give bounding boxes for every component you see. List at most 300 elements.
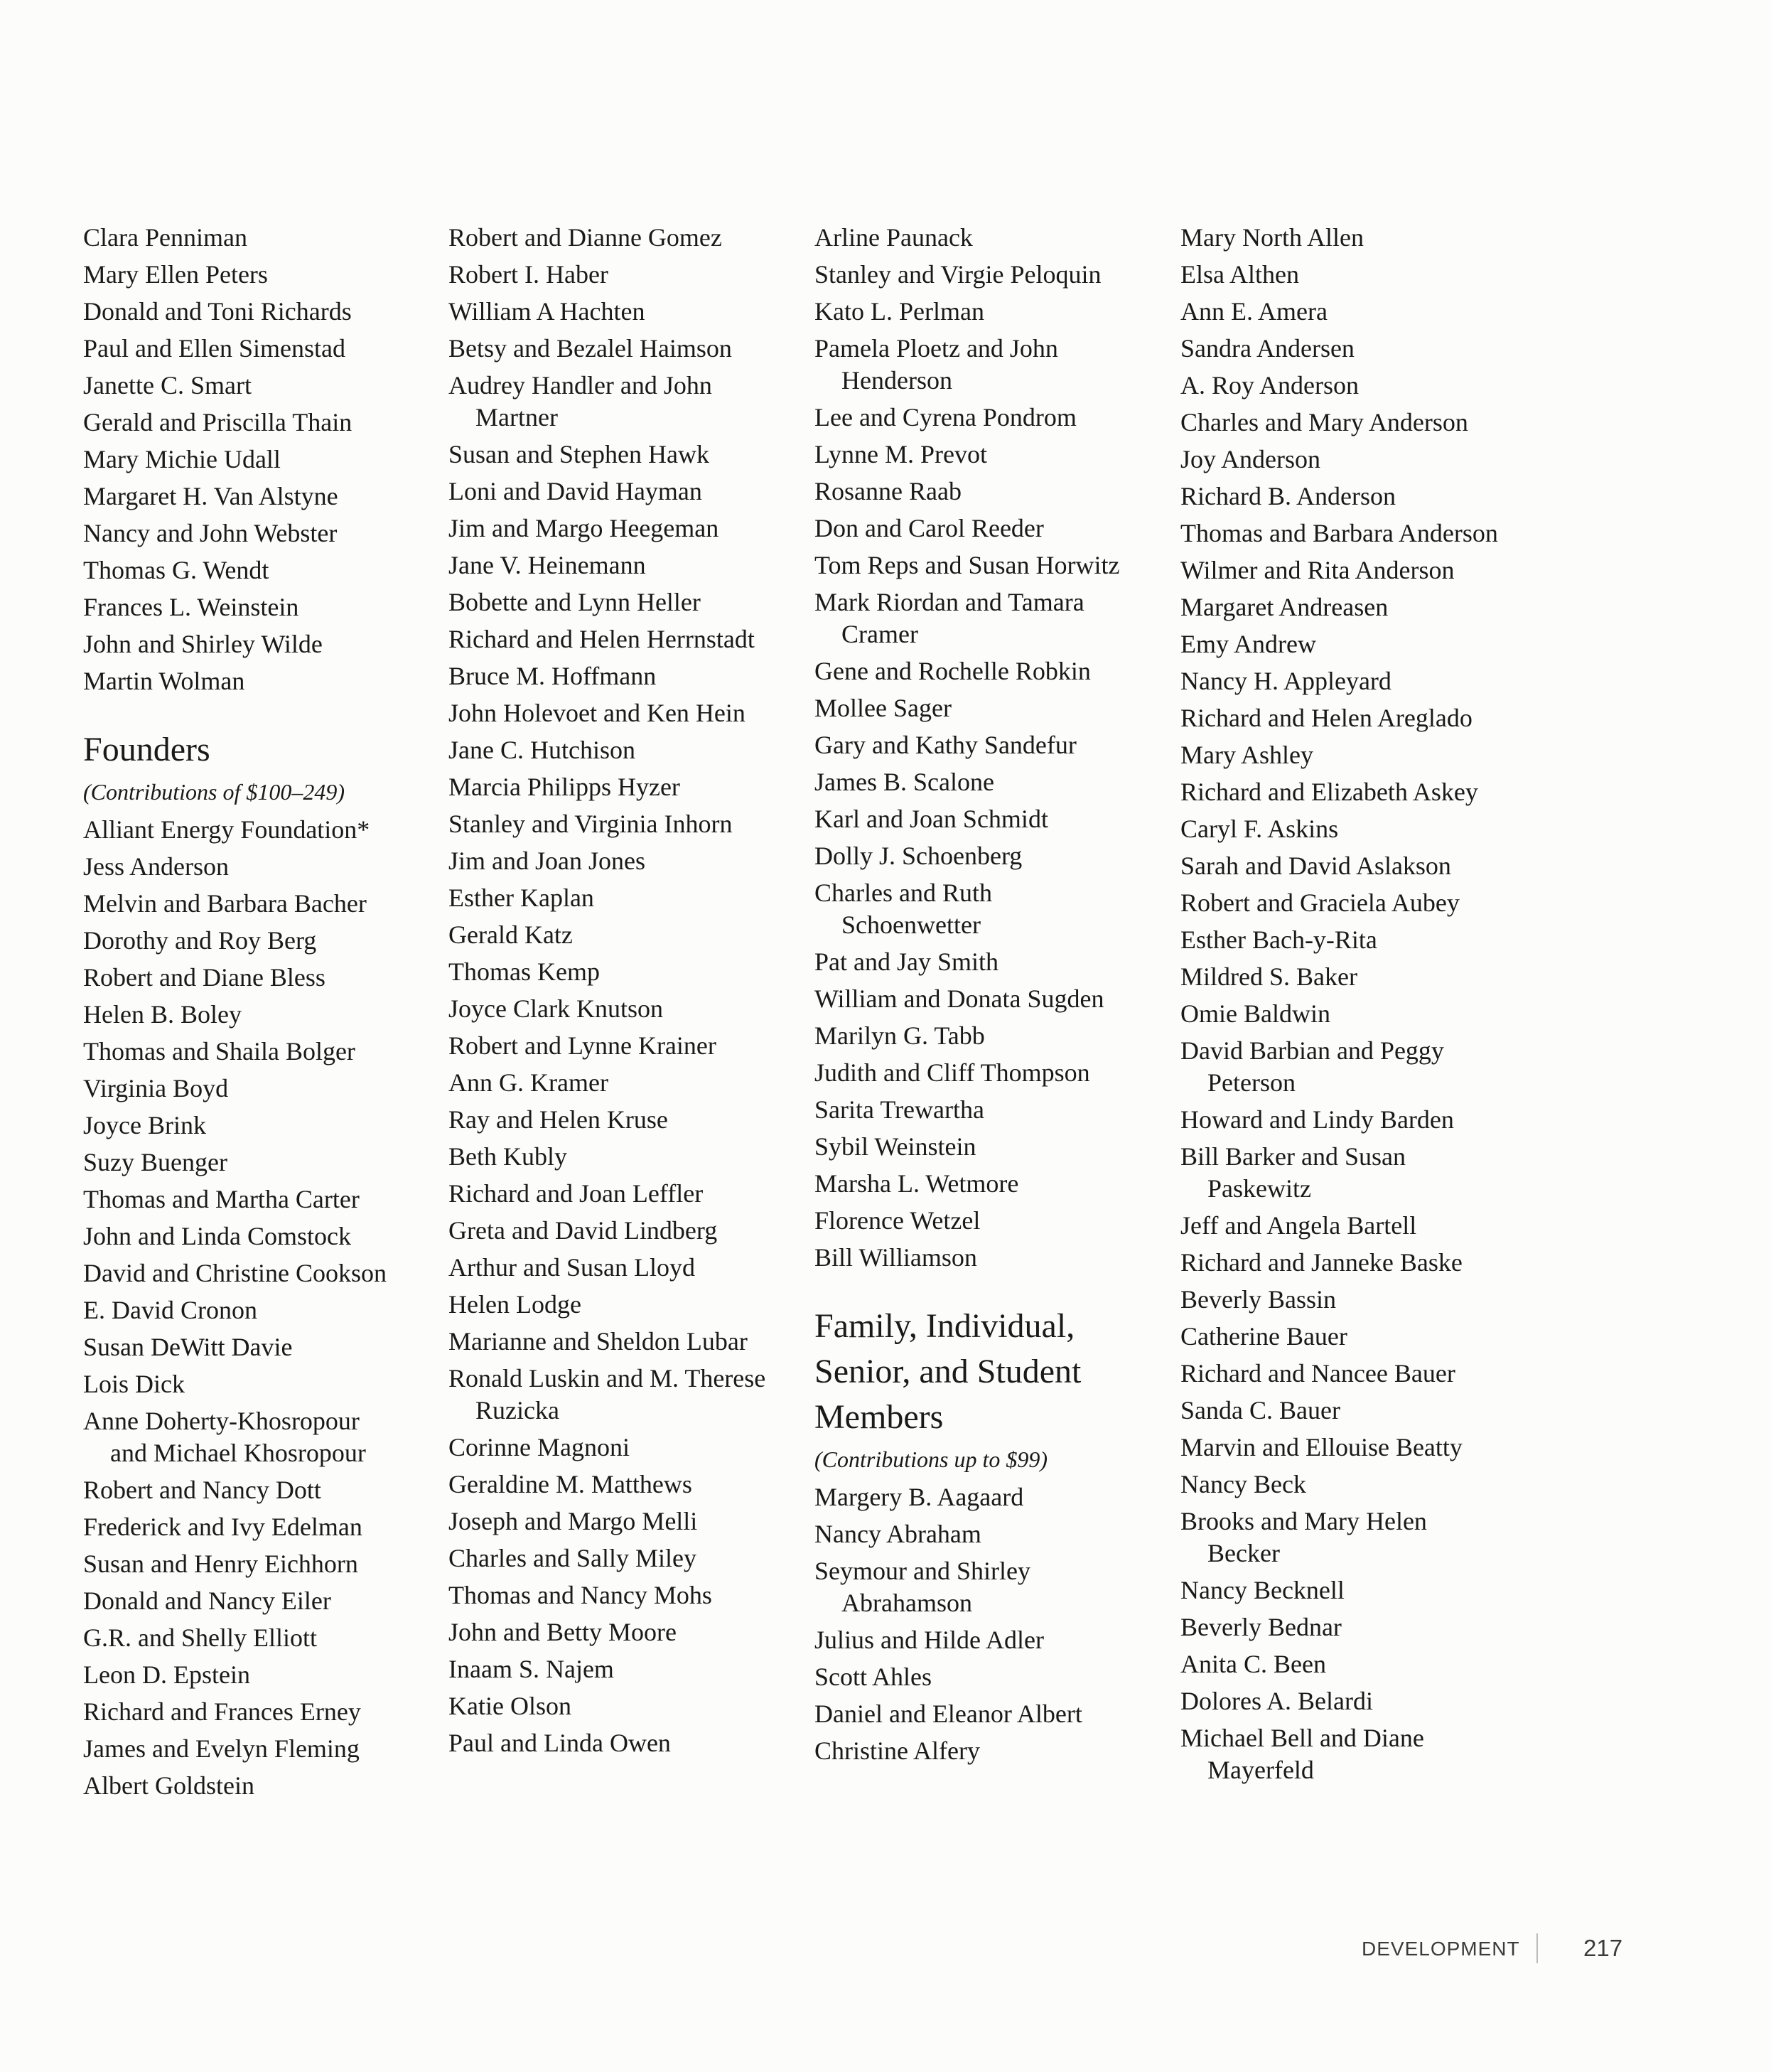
donor-name: Joyce Brink [83, 1111, 206, 1139]
donor-name: A. Roy Anderson [1180, 371, 1359, 399]
donor-name: Mary Ellen Peters [83, 260, 268, 289]
donor-name: Beverly Bassin [1180, 1285, 1336, 1314]
donor-entry [814, 1242, 1156, 1274]
column-2 [448, 222, 790, 1764]
donor-name: Karl and Joan Schmidt [814, 805, 1048, 833]
donor-name: Leon D. Epstein [83, 1660, 250, 1689]
donor-entry [1180, 961, 1529, 993]
donor-entry [814, 1735, 1156, 1767]
donor-entry [448, 296, 790, 328]
donor-entry [814, 766, 1156, 798]
donor-entry [814, 476, 1156, 508]
donor-name: Nancy Becknell [1180, 1576, 1345, 1604]
donor-entry [83, 1548, 424, 1580]
donor-name: Charles and Ruth [814, 879, 992, 907]
donor-name: Jeff and Angela Bartell [1180, 1211, 1417, 1240]
donor-entry [1180, 1104, 1529, 1136]
donor-entry [814, 1481, 1156, 1513]
donor-name: Ann G. Kramer [448, 1068, 608, 1097]
donor-name: Gerald Katz [448, 920, 573, 949]
donor-entry [83, 962, 424, 994]
donor-entry [1180, 333, 1529, 365]
donor-entry [83, 1733, 424, 1765]
donor-name: Thomas and Shaila Bolger [83, 1037, 355, 1065]
donor-entry [1180, 1358, 1529, 1390]
donor-name-continued: Abrahamson [841, 1589, 972, 1617]
donor-entry [1180, 1574, 1529, 1606]
donor-name: Don and Carol Reeder [814, 514, 1044, 542]
donor-name: Gene and Rochelle Robkin [814, 657, 1091, 685]
donor-entry [814, 1131, 1156, 1163]
donor-entry [448, 660, 790, 692]
donor-name: Marcia Philipps Hyzer [448, 773, 680, 801]
donor-entry [1180, 1469, 1529, 1501]
donor-name: Jane V. Heinemann [448, 551, 646, 579]
donor-name: Marianne and Sheldon Lubar [448, 1327, 748, 1356]
donor-entry [814, 1205, 1156, 1237]
donor-entry [83, 296, 424, 328]
donor-entry [448, 1469, 790, 1501]
donor-entry [448, 697, 790, 729]
donor-name: Richard and Nancee Bauer [1180, 1359, 1455, 1387]
donor-entry [448, 1363, 790, 1427]
donor-name: Dolly J. Schoenberg [814, 842, 1023, 870]
donor-entry [83, 1474, 424, 1506]
donor-entry [814, 655, 1156, 687]
donor-name: Anne Doherty-Khosropour [83, 1407, 360, 1435]
donor-entry [83, 851, 424, 883]
donor-entry [1180, 739, 1529, 771]
donor-entry [1180, 998, 1529, 1030]
donor-entry [83, 1183, 424, 1215]
donor-entry [1180, 1648, 1529, 1680]
donor-entry [448, 623, 790, 655]
donor-name: Lois Dick [83, 1370, 185, 1398]
donor-name: Martin Wolman [83, 667, 245, 695]
donor-entry [1180, 1035, 1529, 1099]
donor-name: John and Linda Comstock [83, 1222, 351, 1250]
donor-name: Marsha L. Wetmore [814, 1169, 1019, 1198]
heading-line: (Contributions up to $99) [814, 1446, 1048, 1472]
column-3 [814, 222, 1156, 1772]
donor-name: Margaret H. Van Alstyne [83, 482, 338, 510]
donor-entry [814, 1518, 1156, 1550]
donor-entry [1180, 813, 1529, 845]
donor-name: Jess Anderson [83, 852, 229, 881]
donor-name: Frances L. Weinstein [83, 593, 299, 621]
donor-name: Anita C. Been [1180, 1650, 1326, 1678]
donor-entry [448, 771, 790, 803]
donor-entry [83, 1696, 424, 1728]
donor-entry [83, 517, 424, 549]
donor-entry [1180, 628, 1529, 660]
donor-entry [814, 729, 1156, 761]
donor-name: Robert I. Haber [448, 260, 608, 289]
donor-entry [814, 1555, 1156, 1619]
donor-name: Bill Barker and Susan [1180, 1142, 1406, 1171]
donor-name: Betsy and Bezalel Haimson [448, 334, 732, 363]
donor-entry [83, 999, 424, 1031]
donor-entry [1180, 887, 1529, 919]
donor-name: Margery B. Aagaard [814, 1483, 1024, 1511]
footer-divider [1536, 1933, 1538, 1963]
page-number: 217 [1583, 1935, 1623, 1961]
donor-entry [83, 1036, 424, 1068]
donor-name: Dorothy and Roy Berg [83, 926, 317, 955]
donor-name: Loni and David Hayman [448, 477, 702, 505]
donor-entry [448, 1505, 790, 1537]
donor-entry [83, 1331, 424, 1363]
donor-name: Joy Anderson [1180, 445, 1320, 473]
donor-name: Rosanne Raab [814, 477, 962, 505]
donor-entry [448, 222, 790, 254]
donor-entry [448, 333, 790, 365]
donor-name: Mark Riordan and Tamara [814, 588, 1084, 616]
donor-entry [448, 1030, 790, 1062]
donor-name: Virginia Boyd [83, 1074, 229, 1102]
donor-name: Margaret Andreasen [1180, 593, 1389, 621]
donor-entry [1180, 776, 1529, 808]
donor-entry [448, 476, 790, 508]
donor-name: Thomas and Barbara Anderson [1180, 519, 1498, 547]
donor-entry [448, 1616, 790, 1648]
donor-name: Donald and Nancy Eiler [83, 1587, 331, 1615]
contribution-range [83, 777, 424, 807]
donor-entry [1180, 370, 1529, 402]
donor-name: Suzy Buenger [83, 1148, 227, 1176]
donor-entry [448, 1252, 790, 1284]
donor-entry [1180, 850, 1529, 882]
donor-name: E. David Cronon [83, 1296, 257, 1324]
donor-entry [814, 549, 1156, 581]
donor-name: Howard and Lindy Barden [1180, 1105, 1454, 1134]
donor-entry [448, 1104, 790, 1136]
donor-name: Mary Ashley [1180, 741, 1313, 769]
donor-entry [448, 549, 790, 581]
donor-entry [814, 1094, 1156, 1126]
donor-name: Brooks and Mary Helen [1180, 1507, 1427, 1535]
donor-name: Christine Alfery [814, 1736, 980, 1765]
donor-name: Geraldine M. Matthews [448, 1470, 692, 1498]
donor-entry [83, 1659, 424, 1691]
donor-name: Susan DeWitt Davie [83, 1333, 293, 1361]
donor-entry [448, 808, 790, 840]
donor-entry [83, 591, 424, 623]
donor-entry [1180, 665, 1529, 697]
donor-name: Judith and Cliff Thompson [814, 1058, 1090, 1087]
donor-name: Arthur and Susan Lloyd [448, 1253, 695, 1282]
donor-name: Sarita Trewartha [814, 1095, 984, 1124]
donor-name: Richard and Helen Areglado [1180, 704, 1473, 732]
donor-name: Dolores A. Belardi [1180, 1687, 1373, 1715]
donor-entry [83, 444, 424, 476]
heading-line: Senior, and Student [814, 1353, 1082, 1390]
donor-name: Nancy Beck [1180, 1470, 1306, 1498]
donor-entry [1180, 702, 1529, 734]
donor-name: Ann E. Amera [1180, 297, 1328, 326]
donor-entry [1180, 407, 1529, 439]
donor-name: Bill Williamson [814, 1243, 977, 1272]
donor-entry [814, 586, 1156, 650]
contribution-range [814, 1444, 1156, 1474]
donor-entry [1180, 481, 1529, 512]
donor-entry [83, 1073, 424, 1105]
donor-entry [448, 1289, 790, 1321]
donor-entry [448, 1690, 790, 1722]
donor-name: Robert and Dianne Gomez [448, 223, 722, 252]
donor-name: Daniel and Eleanor Albert [814, 1700, 1082, 1728]
donor-name: Paul and Linda Owen [448, 1729, 671, 1757]
donor-entry [814, 439, 1156, 471]
donor-name: Robert and Graciela Aubey [1180, 889, 1460, 917]
donor-name: Corinne Magnoni [448, 1433, 630, 1461]
donor-name: Marilyn G. Tabb [814, 1021, 985, 1050]
donor-name: William A Hachten [448, 297, 645, 326]
donor-entry [814, 259, 1156, 291]
donor-name: Nancy Abraham [814, 1520, 981, 1548]
donor-entry [448, 259, 790, 291]
donor-name: Esther Bach-y-Rita [1180, 925, 1377, 954]
donor-entry [448, 919, 790, 951]
donor-name-continued: Henderson [841, 366, 952, 394]
donor-name: Thomas Kemp [448, 957, 600, 986]
donor-entry [1180, 1432, 1529, 1464]
donor-name-continued: Mayerfeld [1207, 1756, 1314, 1784]
donor-name-continued: Martner [475, 403, 558, 431]
donor-entry [83, 1294, 424, 1326]
donor-entry [448, 993, 790, 1025]
donor-name: Donald and Toni Richards [83, 297, 352, 326]
donor-entry [1180, 296, 1529, 328]
donor-entry [814, 946, 1156, 978]
donor-entry [448, 1432, 790, 1464]
donor-name: Julius and Hilde Adler [814, 1626, 1044, 1654]
donor-entry [83, 665, 424, 697]
donor-name: Helen Lodge [448, 1290, 581, 1319]
donor-name: John and Shirley Wilde [83, 630, 323, 658]
donor-name: David and Christine Cookson [83, 1259, 387, 1287]
donor-entry [814, 1168, 1156, 1200]
donor-entry [1180, 222, 1529, 254]
heading-line: (Contributions of $100–249) [83, 779, 345, 805]
donor-name: Michael Bell and Diane [1180, 1724, 1424, 1752]
donor-name-continued: Becker [1207, 1539, 1280, 1567]
donor-entry [1180, 1321, 1529, 1353]
donor-name: Charles and Mary Anderson [1180, 408, 1468, 436]
donor-name: Sybil Weinstein [814, 1132, 976, 1161]
donor-entry [1180, 259, 1529, 291]
donor-name: Thomas and Nancy Mohs [448, 1581, 712, 1609]
donor-name: Robert and Diane Bless [83, 963, 325, 992]
donor-entry [1180, 591, 1529, 623]
donor-name: John and Betty Moore [448, 1618, 677, 1646]
donor-name: James B. Scalone [814, 768, 994, 796]
donor-name: Jim and Margo Heegeman [448, 514, 719, 542]
donor-name: Greta and David Lindberg [448, 1216, 718, 1245]
donor-entry [448, 439, 790, 471]
donor-name: Mollee Sager [814, 694, 952, 722]
donor-entry [814, 402, 1156, 434]
donor-name: Catherine Bauer [1180, 1322, 1347, 1351]
donor-name: Scott Ahles [814, 1663, 932, 1691]
donor-entry [1180, 444, 1529, 476]
running-footer-section: DEVELOPMENT [1362, 1938, 1520, 1960]
donor-entry [83, 1770, 424, 1802]
donor-name: Inaam S. Najem [448, 1655, 614, 1683]
donor-entry [448, 1326, 790, 1358]
donor-name: Albert Goldstein [83, 1771, 254, 1800]
donor-name: Richard and Janneke Baske [1180, 1248, 1463, 1277]
donor-entry [83, 1405, 424, 1469]
donor-entry [814, 222, 1156, 254]
donor-name: James and Evelyn Fleming [83, 1734, 360, 1763]
donor-entry [814, 333, 1156, 397]
donor-entry [83, 1585, 424, 1617]
donor-name: Pamela Ploetz and John [814, 334, 1058, 363]
donor-entry [448, 1215, 790, 1247]
donor-name: Thomas and Martha Carter [83, 1185, 360, 1213]
donor-name: Clara Penniman [83, 223, 247, 252]
donor-entry [1180, 517, 1529, 549]
donor-entry [814, 1624, 1156, 1656]
donor-entry [83, 814, 424, 846]
donor-entry [814, 296, 1156, 328]
donor-name: Sanda C. Bauer [1180, 1396, 1340, 1424]
donor-entry [814, 803, 1156, 835]
donor-name: Janette C. Smart [83, 371, 252, 399]
donor-entry [83, 407, 424, 439]
donor-name: Robert and Nancy Dott [83, 1476, 321, 1504]
donor-name: Arline Paunack [814, 223, 973, 252]
donor-name: John Holevoet and Ken Hein [448, 699, 745, 727]
donor-name: Emy Andrew [1180, 630, 1316, 658]
donor-name-continued: Schoenwetter [841, 911, 981, 939]
donor-name: Elsa Althen [1180, 260, 1299, 289]
donor-entry [83, 554, 424, 586]
donor-name: Marvin and Ellouise Beatty [1180, 1433, 1463, 1461]
donor-name-continued: Cramer [841, 620, 918, 648]
donor-entry [1180, 1395, 1529, 1427]
donor-name: Richard and Elizabeth Askey [1180, 778, 1478, 806]
donor-name: Melvin and Barbara Bacher [83, 889, 367, 918]
donor-entry [83, 1110, 424, 1142]
donor-entry [448, 1067, 790, 1099]
donor-entry [814, 512, 1156, 544]
donor-entry [83, 1220, 424, 1252]
donor-entry [1180, 1722, 1529, 1786]
donor-name: Stanley and Virginia Inhorn [448, 810, 733, 838]
donor-name: Beth Kubly [448, 1142, 567, 1171]
donor-entry [814, 983, 1156, 1015]
donor-entry [1180, 1284, 1529, 1316]
donor-name: Stanley and Virgie Peloquin [814, 260, 1102, 289]
donor-name: Audrey Handler and John [448, 371, 712, 399]
donor-entry [1180, 554, 1529, 586]
donor-name: Jim and Joan Jones [448, 847, 645, 875]
column-4 [1180, 222, 1529, 1791]
donor-entry [83, 1257, 424, 1289]
donor-name: Joyce Clark Knutson [448, 994, 663, 1023]
donor-entry [83, 1147, 424, 1179]
donor-entry [83, 888, 424, 920]
donor-name: Nancy and John Webster [83, 519, 338, 547]
donor-entry [1180, 924, 1529, 956]
donor-entry [448, 1653, 790, 1685]
donor-name: Bobette and Lynn Heller [448, 588, 701, 616]
donor-entry [1180, 1505, 1529, 1569]
donor-entry [83, 222, 424, 254]
donor-name: Lynne M. Prevot [814, 440, 987, 468]
donor-entry [448, 1727, 790, 1759]
donor-entry [1180, 1247, 1529, 1279]
donor-name: Susan and Stephen Hawk [448, 440, 709, 468]
donor-entry [1180, 1141, 1529, 1205]
donor-entry [448, 1579, 790, 1611]
donor-name: Beverly Bednar [1180, 1613, 1342, 1641]
donor-entry [448, 1542, 790, 1574]
donor-entry [448, 1141, 790, 1173]
donor-entry [83, 925, 424, 957]
donor-entry [83, 1622, 424, 1654]
donor-entry [448, 734, 790, 766]
donor-entry [83, 259, 424, 291]
donor-name: Caryl F. Askins [1180, 815, 1339, 843]
donor-name: Tom Reps and Susan Horwitz [814, 551, 1120, 579]
donor-entry [83, 333, 424, 365]
donor-name-continued: Peterson [1207, 1068, 1296, 1097]
donor-name: Kato L. Perlman [814, 297, 984, 326]
heading-line: Members [814, 1398, 944, 1436]
donor-entry [1180, 1685, 1529, 1717]
donor-name: Paul and Ellen Simenstad [83, 334, 345, 363]
donor-name: Richard and Joan Leffler [448, 1179, 704, 1208]
donor-name: Richard and Helen Herrnstadt [448, 625, 755, 653]
donor-entry [448, 845, 790, 877]
donor-name: David Barbian and Peggy [1180, 1036, 1444, 1065]
donor-entry [1180, 1611, 1529, 1643]
donor-entry [83, 1511, 424, 1543]
donor-name-continued: Paskewitz [1207, 1174, 1311, 1203]
donor-name: Mildred S. Baker [1180, 962, 1357, 991]
donor-entry [448, 1178, 790, 1210]
donor-name: Helen B. Boley [83, 1000, 242, 1029]
donor-entry [448, 882, 790, 914]
donor-name: Richard B. Anderson [1180, 482, 1396, 510]
donor-entry [814, 877, 1156, 941]
donor-name: Lee and Cyrena Pondrom [814, 403, 1077, 431]
donor-entry [83, 628, 424, 660]
donor-entry [448, 370, 790, 434]
donor-name: Seymour and Shirley [814, 1557, 1030, 1585]
column-1 [83, 222, 424, 1807]
donor-name-continued: and Michael Khosropour [110, 1439, 366, 1467]
donor-name: Jane C. Hutchison [448, 736, 635, 764]
donor-entry [814, 1661, 1156, 1693]
donor-name: Esther Kaplan [448, 884, 594, 912]
donor-name: Pat and Jay Smith [814, 948, 998, 976]
donor-entry [814, 1057, 1156, 1089]
donor-entry [448, 586, 790, 618]
donor-name: Frederick and Ivy Edelman [83, 1513, 362, 1541]
donor-entry [814, 1020, 1156, 1052]
donor-name: Alliant Energy Foundation* [83, 815, 370, 844]
donor-name: Gary and Kathy Sandefur [814, 731, 1077, 759]
donor-entry [814, 692, 1156, 724]
donor-entry [83, 1368, 424, 1400]
donor-name-continued: Ruzicka [475, 1396, 559, 1424]
donor-name: Ronald Luskin and M. Therese [448, 1364, 766, 1392]
donor-name: Mary Michie Udall [83, 445, 281, 473]
